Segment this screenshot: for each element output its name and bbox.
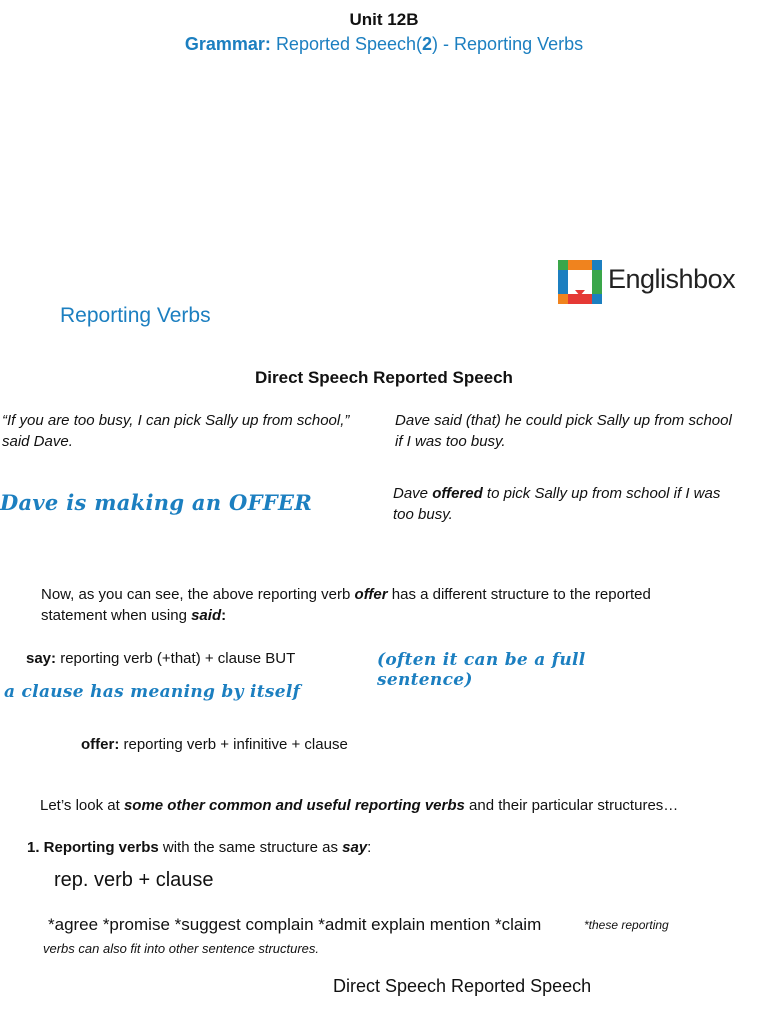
point1-label: 1. Reporting verbs: [27, 839, 159, 856]
verbs-note-part: *these reporting: [584, 918, 669, 932]
annotation-full-sentence: (often it can be a full sentence): [377, 650, 586, 690]
reported-offer-verb: offered: [432, 485, 483, 502]
unit-title: Unit 12B: [349, 10, 419, 29]
verbs-list: *agree *promise *suggest complain *admit explain mention *claim: [48, 915, 542, 934]
logo-wordmark: [608, 264, 735, 295]
offer-label: offer:: [81, 736, 120, 753]
para1-mid: has a different structure to the reported statement when using: [41, 586, 651, 624]
point1-text: with the same structure as: [158, 839, 343, 856]
para2-pre: Let’s look at: [40, 797, 124, 814]
say-structure: reporting verb (+that) + clause BUT: [56, 650, 296, 667]
columns-heading-2: Direct Speech Reported Speech: [333, 976, 592, 996]
page-subtitle: [0, 34, 768, 55]
point1-verb: say: [342, 839, 368, 856]
annotation-clause-meaning: a clause has meaning by itself: [4, 682, 301, 702]
logo-mark-icon: [558, 260, 602, 304]
columns-heading: Direct Speech Reported Speech: [255, 368, 513, 387]
para1-end: :: [221, 607, 227, 624]
englishbox-logo: [558, 258, 753, 304]
offer-rule: [81, 734, 348, 755]
para1-offer: offer: [354, 586, 388, 603]
para1-said: said: [191, 607, 222, 624]
reported-offer-pre: Dave: [393, 485, 433, 502]
explanation-paragraph: [41, 584, 681, 626]
topic-number: 2: [422, 34, 433, 54]
topic-prefix: Reported Speech(: [275, 34, 423, 54]
intro-paragraph: [40, 795, 690, 816]
section-heading: Reporting Verbs: [60, 304, 211, 327]
direct-speech-example: “If you are too busy, I can pick Sally up from school,” said Dave.: [2, 412, 350, 450]
point1-end: :: [367, 839, 372, 856]
reported-offer-post: to pick Sally up from school if I was too busy.: [393, 485, 721, 523]
structure-formula: rep. verb + clause: [54, 869, 214, 891]
para2-bold: some other common and useful reporting verbs: [123, 797, 465, 814]
para1-pre: Now, as you can see, the above reporting verb: [41, 586, 355, 603]
logo-text-light: box: [693, 264, 736, 294]
logo-text-bold: English: [608, 264, 694, 294]
offer-structure: reporting verb + infinitive + clause: [119, 736, 348, 753]
verbs-note: verbs can also fit into other sentence structures.: [43, 941, 320, 956]
annotation-offer: Dave is making an OFFER: [0, 490, 313, 515]
say-rule: [26, 648, 295, 669]
say-label: say:: [26, 650, 57, 667]
reported-offer-example: [393, 483, 723, 525]
reported-speech-example: Dave said (that) he could pick Sally up from school if I was too busy.: [395, 412, 732, 450]
topic-suffix: ) - Reporting Verbs: [432, 34, 584, 54]
point-1-heading: [27, 837, 371, 858]
grammar-label: Grammar:: [184, 34, 271, 54]
para2-post: and their particular structures…: [464, 797, 679, 814]
